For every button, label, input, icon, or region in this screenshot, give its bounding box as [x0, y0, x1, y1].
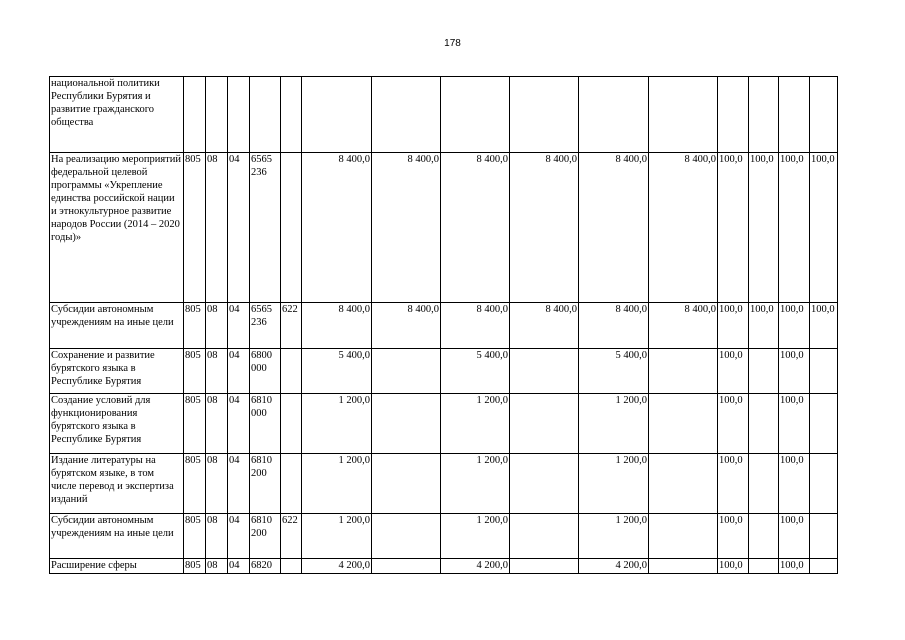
subsection-cell — [228, 77, 250, 153]
percent-cell-3: 100,0 — [779, 454, 810, 514]
sum-cell-3: 8 400,0 — [441, 303, 510, 349]
sum-cell-1: 5 400,0 — [302, 349, 372, 394]
percent-cell-4 — [810, 559, 838, 574]
sum-cell-5: 8 400,0 — [579, 303, 649, 349]
percent-cell-3: 100,0 — [779, 303, 810, 349]
sum-cell-5: 4 200,0 — [579, 559, 649, 574]
expense-type-cell — [281, 454, 302, 514]
sum-cell-6 — [649, 454, 718, 514]
sum-cell-1: 4 200,0 — [302, 559, 372, 574]
percent-cell-1: 100,0 — [718, 394, 749, 454]
expense-type-cell — [281, 559, 302, 574]
section-cell: 08 — [206, 454, 228, 514]
percent-cell-2 — [749, 77, 779, 153]
percent-cell-2 — [749, 349, 779, 394]
sum-cell-5: 5 400,0 — [579, 349, 649, 394]
section-cell: 08 — [206, 349, 228, 394]
target-article-cell: 6810 200 — [250, 454, 281, 514]
sum-cell-2: 8 400,0 — [372, 303, 441, 349]
target-article-cell: 6810 000 — [250, 394, 281, 454]
row-name-cell: Издание литературы на бурятском языке, в том числе перевод и экспертиза изданий — [50, 454, 184, 514]
sum-cell-5: 1 200,0 — [579, 454, 649, 514]
percent-cell-3 — [779, 77, 810, 153]
sum-cell-3: 1 200,0 — [441, 514, 510, 559]
table-row — [50, 559, 838, 574]
table-row — [50, 153, 838, 303]
percent-cell-4: 100,0 — [810, 153, 838, 303]
sum-cell-1: 1 200,0 — [302, 454, 372, 514]
percent-cell-3: 100,0 — [779, 153, 810, 303]
sum-cell-1: 1 200,0 — [302, 514, 372, 559]
sum-cell-1: 1 200,0 — [302, 394, 372, 454]
sum-cell-4: 8 400,0 — [510, 303, 579, 349]
page-number: 178 — [444, 38, 461, 49]
expense-type-cell — [281, 77, 302, 153]
sum-cell-6 — [649, 349, 718, 394]
percent-cell-4 — [810, 77, 838, 153]
sum-cell-4 — [510, 454, 579, 514]
sum-cell-6 — [649, 77, 718, 153]
grbs-cell: 805 — [184, 349, 206, 394]
grbs-cell: 805 — [184, 559, 206, 574]
percent-cell-1: 100,0 — [718, 454, 749, 514]
sum-cell-5: 8 400,0 — [579, 153, 649, 303]
subsection-cell: 04 — [228, 394, 250, 454]
percent-cell-1: 100,0 — [718, 559, 749, 574]
percent-cell-4 — [810, 514, 838, 559]
sum-cell-2 — [372, 394, 441, 454]
target-article-cell — [250, 77, 281, 153]
section-cell: 08 — [206, 394, 228, 454]
sum-cell-5 — [579, 77, 649, 153]
sum-cell-3: 8 400,0 — [441, 153, 510, 303]
table-row — [50, 394, 838, 454]
sum-cell-6: 8 400,0 — [649, 303, 718, 349]
subsection-cell: 04 — [228, 514, 250, 559]
sum-cell-4: 8 400,0 — [510, 153, 579, 303]
expense-type-cell: 622 — [281, 303, 302, 349]
grbs-cell: 805 — [184, 394, 206, 454]
sum-cell-2 — [372, 514, 441, 559]
row-name-cell: Создание условий для функционирования бурятского языка в Республике Бурятия — [50, 394, 184, 454]
section-cell: 08 — [206, 514, 228, 559]
sum-cell-1: 8 400,0 — [302, 153, 372, 303]
budget-table — [49, 76, 838, 574]
sum-cell-1: 8 400,0 — [302, 303, 372, 349]
subsection-cell: 04 — [228, 349, 250, 394]
subsection-cell: 04 — [228, 454, 250, 514]
sum-cell-2 — [372, 349, 441, 394]
sum-cell-2 — [372, 77, 441, 153]
table-body — [50, 77, 838, 574]
row-name-cell: Расширение сферы — [50, 559, 184, 574]
subsection-cell: 04 — [228, 559, 250, 574]
table-row — [50, 303, 838, 349]
row-name-cell: На реализацию мероприятий федеральной целевой программы «Укрепление единства российской нации и этнокультурное развитие народов России (2014 – 2020 годы)» — [50, 153, 184, 303]
sum-cell-3: 1 200,0 — [441, 454, 510, 514]
table-row — [50, 514, 838, 559]
target-article-cell: 6820 — [250, 559, 281, 574]
percent-cell-1: 100,0 — [718, 153, 749, 303]
grbs-cell: 805 — [184, 454, 206, 514]
grbs-cell: 805 — [184, 303, 206, 349]
percent-cell-3: 100,0 — [779, 514, 810, 559]
target-article-cell: 6800 000 — [250, 349, 281, 394]
percent-cell-3: 100,0 — [779, 394, 810, 454]
row-name-cell: национальной политики Республики Бурятия и развитие гражданского общества — [50, 77, 184, 153]
percent-cell-3: 100,0 — [779, 559, 810, 574]
expense-type-cell — [281, 394, 302, 454]
percent-cell-1: 100,0 — [718, 514, 749, 559]
percent-cell-2: 100,0 — [749, 303, 779, 349]
percent-cell-2: 100,0 — [749, 153, 779, 303]
expense-type-cell — [281, 349, 302, 394]
percent-cell-4 — [810, 454, 838, 514]
percent-cell-1: 100,0 — [718, 303, 749, 349]
sum-cell-3 — [441, 77, 510, 153]
sum-cell-5: 1 200,0 — [579, 514, 649, 559]
percent-cell-2 — [749, 559, 779, 574]
table-row — [50, 77, 838, 153]
sum-cell-6 — [649, 394, 718, 454]
sum-cell-4 — [510, 349, 579, 394]
grbs-cell: 805 — [184, 514, 206, 559]
percent-cell-2 — [749, 514, 779, 559]
table-row — [50, 349, 838, 394]
sum-cell-4 — [510, 514, 579, 559]
section-cell: 08 — [206, 153, 228, 303]
sum-cell-6 — [649, 514, 718, 559]
section-cell — [206, 77, 228, 153]
sum-cell-4 — [510, 559, 579, 574]
percent-cell-4: 100,0 — [810, 303, 838, 349]
expense-type-cell — [281, 153, 302, 303]
percent-cell-4 — [810, 349, 838, 394]
section-cell: 08 — [206, 303, 228, 349]
sum-cell-3: 4 200,0 — [441, 559, 510, 574]
expense-type-cell: 622 — [281, 514, 302, 559]
sum-cell-2 — [372, 559, 441, 574]
target-article-cell: 6565 236 — [250, 303, 281, 349]
sum-cell-4 — [510, 77, 579, 153]
percent-cell-3: 100,0 — [779, 349, 810, 394]
sum-cell-6 — [649, 559, 718, 574]
sum-cell-3: 5 400,0 — [441, 349, 510, 394]
percent-cell-4 — [810, 394, 838, 454]
subsection-cell: 04 — [228, 303, 250, 349]
percent-cell-2 — [749, 454, 779, 514]
subsection-cell: 04 — [228, 153, 250, 303]
percent-cell-1 — [718, 77, 749, 153]
grbs-cell: 805 — [184, 153, 206, 303]
grbs-cell — [184, 77, 206, 153]
sum-cell-3: 1 200,0 — [441, 394, 510, 454]
table-row — [50, 454, 838, 514]
row-name-cell: Субсидии автономным учреждениям на иные цели — [50, 514, 184, 559]
section-cell: 08 — [206, 559, 228, 574]
sum-cell-6: 8 400,0 — [649, 153, 718, 303]
percent-cell-2 — [749, 394, 779, 454]
sum-cell-4 — [510, 394, 579, 454]
sum-cell-2 — [372, 454, 441, 514]
sum-cell-2: 8 400,0 — [372, 153, 441, 303]
percent-cell-1: 100,0 — [718, 349, 749, 394]
row-name-cell: Сохранение и развитие бурятского языка в Республике Бурятия — [50, 349, 184, 394]
target-article-cell: 6565 236 — [250, 153, 281, 303]
target-article-cell: 6810 200 — [250, 514, 281, 559]
sum-cell-5: 1 200,0 — [579, 394, 649, 454]
sum-cell-1 — [302, 77, 372, 153]
row-name-cell: Субсидии автономным учреждениям на иные цели — [50, 303, 184, 349]
